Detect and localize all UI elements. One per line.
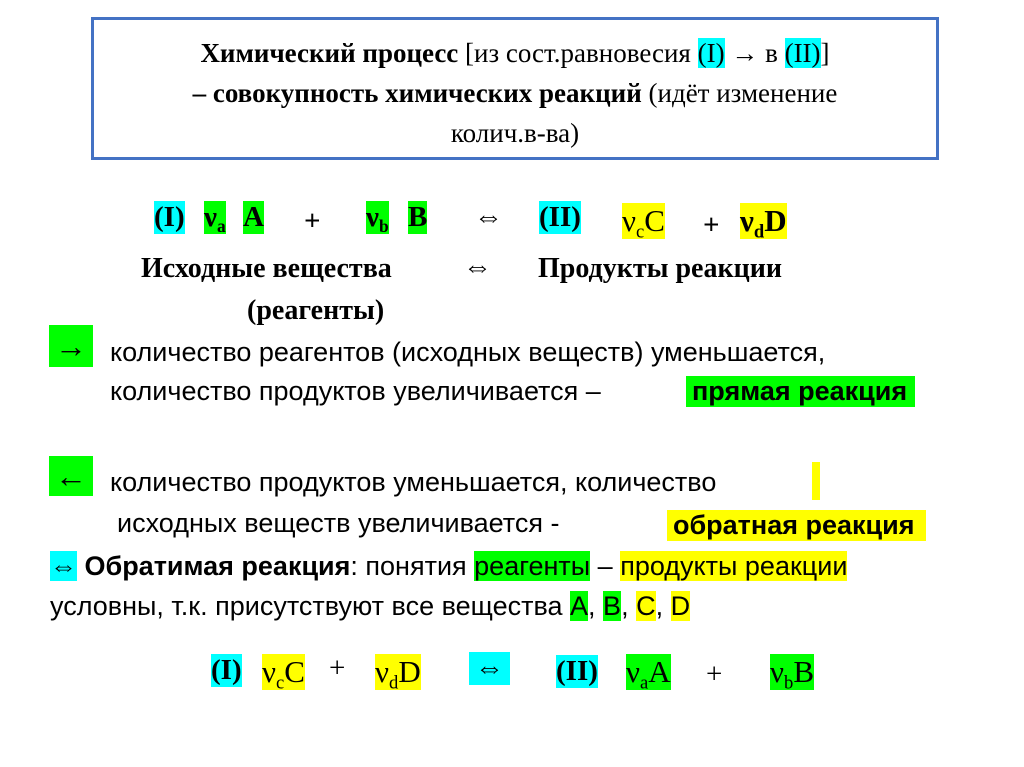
eq1-coef-b: $\nu_b$ [366,201,389,237]
reverse-highlight-mark [812,462,820,500]
forward-arrow-icon: → [49,325,93,367]
eq2-plus-2: + [706,658,723,690]
eq1-state-1: (I) [154,201,185,233]
eq2-equilibrium-arrow: ⇔ [469,652,510,685]
reverse-arrow-icon: ← [49,456,93,496]
definition-line-3: колич.в-ва) [450,118,580,148]
eq2-coef-b: $\nu_bB$ [770,654,815,694]
forward-line-2: количество продуктов увеличивается – [110,376,601,406]
reversible-term: Обратимая реакция [84,551,351,581]
label-products: Продукты реакции [538,253,782,284]
eq1-state-2: (II) [539,201,581,233]
eq1-coef-c: $\nu_cC$ [622,203,665,243]
eq1-equilibrium-arrow: ⇔ [474,201,503,233]
reversible-species-A: A [570,591,589,621]
reverse-term: обратная реакция [667,510,926,541]
state-2-label: (II) [784,38,821,68]
definition-box [91,17,939,160]
labels-arrow: ⇔ [463,251,492,283]
forward-term: прямая реакция [686,376,915,407]
reverse-line-1: количество продуктов уменьшается, количество [110,467,717,497]
label-reactants: Исходные вещества [141,253,392,284]
eq1-coef-d: $\nu_dD$ [740,203,787,243]
definition-line-1: Химический процесс [из сост.равновесия (I) → в (II)] [200,38,830,68]
eq2-coef-d: $\nu_dD$ [375,654,421,694]
eq1-coef-a: $\nu_a$ [204,201,226,237]
reversible-species-D: D [670,591,691,621]
eq1-species-A: A [243,201,264,233]
state-1-label: (I) [697,38,725,68]
reversible-reagents: реагенты [474,551,591,581]
reversible-line-2: условны, т.к. присутствуют все вещества A, B, C, D [50,591,691,621]
eq1-plus-1: + [304,205,321,237]
eq2-coef-a: $\nu_aA$ [626,654,671,694]
label-reagents: (реагенты) [247,295,385,326]
reversible-species-B: B [603,591,622,621]
reversible-arrow-icon: ⇔ [50,551,77,581]
reverse-line-2: исходных веществ увеличивается - [117,508,560,538]
reversible-line-1: ⇔ Обратимая реакция: понятия реагенты – продукты реакции [50,551,848,581]
eq2-state-2: (II) [556,655,598,687]
reversible-species-C: C [636,591,656,621]
definition-line-2: – совокупность химических реакций (идёт изменение [192,78,838,108]
eq2-coef-c: $\nu_cC$ [262,654,305,694]
eq1-plus-2: + [703,209,720,241]
eq2-plus-1: + [329,652,346,684]
forward-line-1: количество реагентов (исходных веществ) уменьшается, [110,337,826,367]
reversible-products: продукты реакции [620,551,848,581]
eq2-state-1: (I) [211,654,242,686]
eq1-species-B: B [408,201,428,233]
